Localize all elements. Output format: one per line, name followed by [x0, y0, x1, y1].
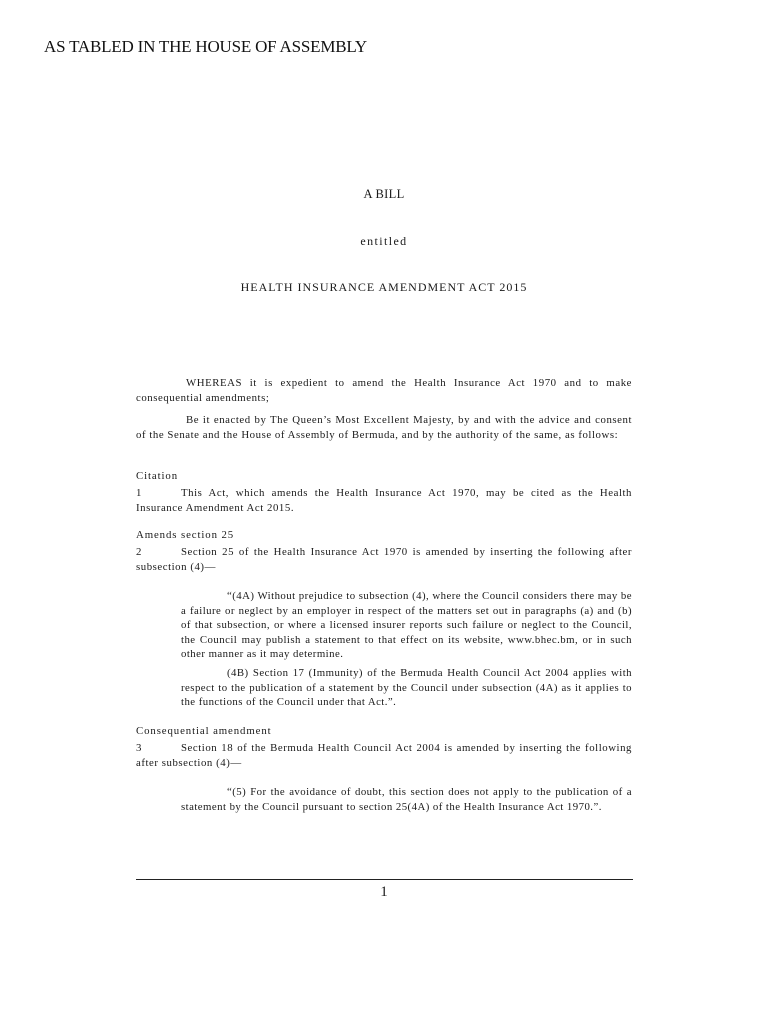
section-text: Section 18 of the Bermuda Health Council Act 2004 is amended by inserting the following after subsection (4)—	[136, 742, 632, 769]
page-number: 1	[380, 884, 388, 900]
section-text: This Act, which amends the Health Insurance Act 1970, may be cited as the Health Insurance Amendment Act 2015.	[136, 487, 632, 514]
act-title: HEALTH INSURANCE AMENDMENT ACT 2015	[240, 280, 528, 294]
enacted-text: Be it enacted by The Queen’s Most Excellent Majesty, by and with the advice and consent of the Senate and the House of Assembly of Bermuda, and by the authority of the same, as follows:	[136, 414, 632, 441]
preamble-enacted	[136, 413, 632, 442]
quote-text: (4B) Section 17 (Immunity) of the Bermuda Health Council Act 2004 applies with respect to the publication of a statement by the Council under subsection (4A) as it applies to the functions of the Council under that Act.”.	[181, 667, 632, 708]
section-1	[136, 486, 632, 515]
inserted-subsection-4a	[181, 589, 632, 662]
section-heading-consequential: Consequential amendment	[136, 725, 272, 737]
quote-text: “(5) For the avoidance of doubt, this section does not apply to the publication of a statement by the Council pursuant to section 25(4A) of the Health Insurance Act 1970.”.	[181, 786, 632, 813]
tabled-notice: AS TABLED IN THE HOUSE OF ASSEMBLY	[44, 37, 367, 56]
section-text: Section 25 of the Health Insurance Act 1970 is amended by inserting the following after subsection (4)—	[136, 546, 632, 573]
section-number: 1	[136, 487, 142, 499]
footer-rule	[136, 879, 633, 880]
inserted-subsection-5	[181, 785, 632, 814]
preamble-whereas	[136, 376, 632, 405]
section-3	[136, 741, 632, 770]
section-number: 2	[136, 546, 142, 558]
entitled-label: entitled	[360, 234, 408, 248]
quote-text: “(4A) Without prejudice to subsection (4), where the Council considers there may be a failure or neglect by an employer in respect of the matters set out in paragraphs (a) and (b) of that subsection, or where a licensed insurer reports such failure or neglect to the Council, the Council may publish a statement to that effect on its website, www.bhec.bm, or in such other manner as it may determine.	[181, 590, 632, 660]
whereas-text: WHEREAS it is expedient to amend the Health Insurance Act 1970 and to make consequential amendments;	[136, 377, 632, 404]
section-heading-citation: Citation	[136, 470, 178, 482]
section-2	[136, 545, 632, 574]
section-number: 3	[136, 742, 142, 754]
section-heading-amends: Amends section 25	[136, 529, 235, 541]
inserted-subsection-4b	[181, 666, 632, 710]
bill-label: A BILL	[363, 187, 405, 201]
